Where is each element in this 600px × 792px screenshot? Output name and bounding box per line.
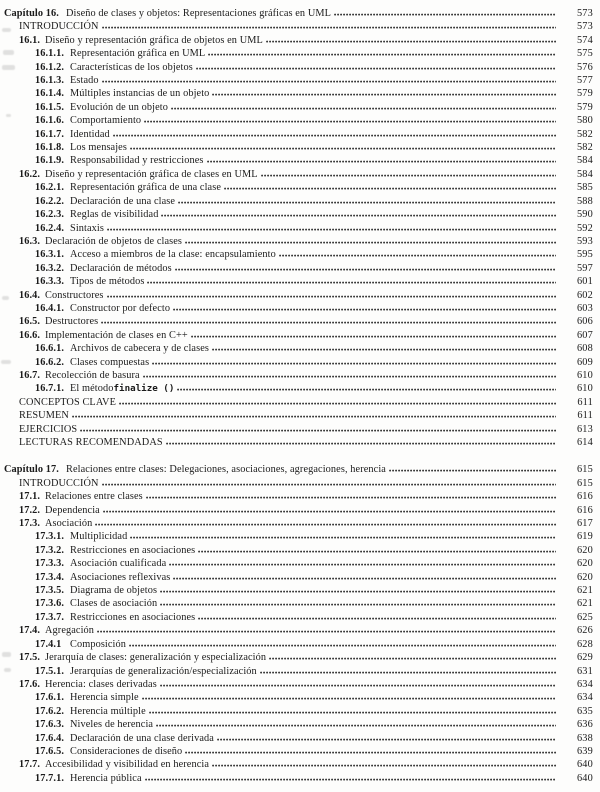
entry-number: Capítulo 17.	[4, 464, 59, 476]
toc-entry-row	[0, 315, 593, 328]
toc-entry-row	[0, 624, 593, 637]
dot-leader	[144, 120, 556, 123]
entry-title: Tipos de métodos	[70, 276, 145, 288]
entry-page-number: 607	[576, 329, 593, 341]
entry-number: 17.3.1.	[35, 531, 65, 543]
entry-page-number: 593	[576, 235, 593, 247]
dot-leader	[260, 671, 556, 674]
entry-title: Estado	[70, 75, 99, 87]
toc-entry-row	[0, 758, 593, 771]
entry-page-number: 608	[576, 343, 593, 355]
toc-entry-row	[0, 154, 593, 167]
entry-page-number: 635	[576, 705, 593, 717]
entry-number: 16.2.	[19, 168, 41, 180]
entry-title: Asociación	[45, 518, 93, 530]
entry-page-number: 615	[576, 464, 593, 476]
entry-title: RESUMEN	[19, 410, 69, 422]
toc-chapter-section	[0, 7, 593, 449]
entry-title: Acceso a miembros de la clase: encapsulamiento	[70, 249, 276, 261]
entry-page-number: 579	[576, 101, 593, 113]
dot-leader	[185, 241, 556, 244]
entry-title: Los mensajes	[70, 142, 127, 154]
dot-leader	[191, 335, 556, 338]
entry-number: 17.3.	[19, 518, 41, 530]
entry-title: Comportamiento	[70, 115, 142, 127]
dot-leader	[171, 107, 556, 110]
dot-leader	[160, 684, 556, 687]
entry-code-text: finalize ()	[113, 383, 175, 395]
entry-title: CONCEPTOS CLAVE	[19, 396, 116, 408]
entry-number: 16.4.	[19, 289, 41, 301]
dot-leader	[224, 187, 556, 190]
dot-leader	[102, 80, 556, 83]
toc-entry-row	[0, 356, 593, 369]
entry-title: Archivos de cabecera y de clases	[70, 343, 209, 355]
entry-number: 17.5.	[19, 652, 41, 664]
entry-number: 17.3.4.	[35, 571, 65, 583]
toc-entry-row	[0, 436, 593, 449]
entry-page-number: 584	[576, 168, 593, 180]
entry-page-number: 588	[576, 195, 593, 207]
dot-leader	[130, 147, 556, 150]
dot-leader	[212, 348, 556, 351]
entry-title: Declaración de una clase	[70, 195, 176, 207]
toc-entry-row	[0, 342, 593, 355]
entry-page-number: 582	[576, 128, 593, 140]
entry-page-number: 620	[576, 571, 593, 583]
entry-title: INTRODUCCIÓN	[19, 477, 99, 489]
dot-leader	[169, 563, 556, 566]
toc-entry-row	[0, 181, 593, 194]
entry-title: Recolección de basura	[45, 369, 140, 381]
entry-number: 16.1.4.	[35, 88, 65, 100]
entry-page-number: 579	[576, 88, 593, 100]
entry-page-number: 636	[576, 719, 593, 731]
entry-title: Jerarquía de clases: generalización y especialización	[45, 652, 267, 664]
toc-entry-row	[0, 651, 593, 664]
toc-entry-row	[0, 34, 593, 47]
entry-number: 17.3.2.	[35, 544, 65, 556]
entry-number: 16.1.2.	[35, 61, 65, 73]
entry-title: Responsabilidad y restricciones	[70, 155, 204, 167]
entry-title: Dependencia	[45, 504, 100, 516]
entry-page-number: 584	[576, 155, 593, 167]
dot-leader	[107, 295, 557, 298]
toc-entry-row	[0, 74, 593, 87]
entry-title: Sintaxis	[70, 222, 104, 234]
toc-entry-row	[0, 101, 593, 114]
entry-title: Relaciones entre clases	[45, 491, 143, 503]
dot-leader	[102, 26, 556, 29]
toc-entry-row	[0, 732, 593, 745]
dot-leader	[107, 228, 556, 231]
entry-number: 16.2.4.	[35, 222, 65, 234]
toc-entry-row	[0, 409, 593, 422]
entry-number: 17.5.1.	[35, 665, 65, 677]
entry-title: Relaciones entre clases: Delegaciones, asociaciones, agregaciones, herencia	[65, 464, 386, 476]
entry-number: Capítulo 16.	[4, 8, 59, 19]
entry-page-number: 631	[576, 665, 593, 677]
dot-leader	[102, 483, 556, 486]
entry-page-number: 616	[576, 504, 593, 516]
entry-page-number: 602	[576, 289, 593, 301]
dot-leader	[152, 362, 556, 365]
entry-title: EJERCICIOS	[19, 423, 78, 435]
toc-entry-row	[0, 208, 593, 221]
dot-leader	[173, 577, 556, 580]
entry-page-number: 580	[576, 115, 593, 127]
dot-leader	[143, 375, 556, 378]
dot-leader	[185, 751, 556, 754]
toc-entry-row	[0, 20, 593, 33]
toc-entry-row	[0, 382, 593, 395]
entry-page-number: 576	[576, 61, 593, 73]
entry-page-number: 620	[576, 558, 593, 570]
entry-number: 17.6.3.	[35, 719, 65, 731]
entry-title: Representación gráfica de una clase	[70, 182, 222, 194]
entry-title: Diagrama de objetos	[70, 585, 158, 597]
toc-entry-row	[0, 275, 593, 288]
entry-page-number: 577	[576, 75, 593, 87]
entry-number: 16.2.3.	[35, 209, 65, 221]
entry-page-number: 573	[576, 8, 593, 19]
entry-title: Representación gráfica en UML	[70, 48, 206, 60]
dot-leader	[129, 644, 556, 647]
entry-title: Asociaciones reflexivas	[70, 571, 171, 583]
entry-page-number: 616	[576, 491, 593, 503]
entry-number: 16.4.1.	[35, 302, 65, 314]
entry-number: 16.7.1.	[35, 383, 65, 395]
entry-title: El método	[70, 383, 114, 395]
entry-number: 16.6.2.	[35, 356, 65, 368]
entry-page-number: 640	[576, 759, 593, 771]
dot-leader	[196, 67, 556, 70]
entry-page-number: 614	[576, 437, 593, 448]
entry-page-number: 617	[576, 518, 593, 530]
dot-leader	[269, 657, 556, 660]
entry-number: 17.1.	[19, 491, 41, 503]
entry-number: 17.2.	[19, 504, 41, 516]
dot-leader	[97, 630, 556, 633]
entry-title: Constructor por defecto	[70, 302, 171, 314]
entry-page-number: 611	[577, 410, 593, 422]
toc-entry-row	[0, 423, 593, 436]
entry-number: 17.7.1.	[35, 772, 65, 784]
entry-page-number: 634	[576, 678, 593, 690]
entry-number: 16.1.3.	[35, 75, 65, 87]
entry-page-number: 573	[576, 21, 593, 33]
toc-entry-row	[0, 691, 593, 704]
toc-entry-row	[0, 128, 593, 141]
entry-page-number: 621	[576, 598, 593, 610]
entry-number: 16.1.9.	[35, 155, 65, 167]
entry-page-number: 574	[576, 34, 593, 46]
entry-number: 17.7.	[19, 759, 41, 771]
entry-page-number: 590	[576, 209, 593, 221]
entry-page-number: 597	[576, 262, 593, 274]
entry-page-number: 640	[576, 772, 593, 784]
entry-title: INTRODUCCIÓN	[19, 21, 99, 33]
entry-page-number: 628	[576, 638, 593, 650]
dot-leader	[173, 308, 556, 311]
entry-title: Herencia simple	[70, 692, 139, 704]
entry-title: Implementación de clases en C++	[45, 329, 188, 341]
toc-entry-row	[0, 611, 593, 624]
toc-entry-row	[0, 584, 593, 597]
entry-number: 16.7.	[19, 369, 41, 381]
entry-title: Declaración de métodos	[70, 262, 172, 274]
dot-leader	[130, 536, 556, 539]
toc-entry-row	[0, 517, 593, 530]
entry-number: 17.3.3.	[35, 558, 65, 570]
toc-entry-row	[0, 222, 593, 235]
entry-page-number: 620	[576, 544, 593, 556]
toc-chapter-row	[0, 463, 593, 476]
entry-title: Diseño y representación gráfica de objetos en UML	[45, 34, 263, 46]
toc-entry-row	[0, 235, 593, 248]
entry-number: 17.6.	[19, 678, 41, 690]
entry-title: Identidad	[70, 128, 110, 140]
entry-number: 17.6.4.	[35, 732, 65, 744]
dot-leader	[147, 281, 556, 284]
toc-entry-row	[0, 262, 593, 275]
entry-title: Asociación cualificada	[70, 558, 167, 570]
toc-entry-row	[0, 544, 593, 557]
entry-number: 17.3.7.	[35, 611, 65, 623]
entry-page-number: 638	[576, 732, 593, 744]
entry-title: Múltiples instancias de un objeto	[70, 88, 210, 100]
dot-leader	[95, 523, 556, 526]
dot-leader	[279, 254, 556, 257]
entry-title: Destructores	[45, 316, 99, 328]
dot-leader	[101, 321, 556, 324]
toc-entry-row	[0, 530, 593, 543]
dot-leader	[212, 764, 556, 767]
dot-leader	[177, 388, 556, 391]
dot-leader	[119, 402, 556, 405]
dot-leader	[146, 496, 556, 499]
entry-title: Declaración de objetos de clases	[45, 235, 182, 247]
toc-entry-row	[0, 477, 593, 490]
entry-page-number: 639	[576, 745, 593, 757]
entry-number: 16.3.1.	[35, 249, 65, 261]
entry-page-number: 619	[576, 531, 593, 543]
entry-number: 16.3.	[19, 235, 41, 247]
toc-entry-row	[0, 369, 593, 382]
toc-entry-row	[0, 490, 593, 503]
entry-title: Reglas de visibilidad	[70, 209, 159, 221]
entry-number: 16.5.	[19, 316, 41, 328]
dot-leader	[266, 40, 556, 43]
toc-entry-row	[0, 302, 593, 315]
dot-leader	[149, 711, 556, 714]
dot-leader	[80, 429, 556, 432]
dot-leader	[389, 469, 556, 472]
entry-title: Restricciones en asociaciones	[70, 544, 196, 556]
dot-leader	[156, 724, 556, 727]
toc-chapter-row	[0, 7, 593, 20]
entry-title: Clases compuestas	[70, 356, 150, 368]
entry-page-number: 634	[576, 692, 593, 704]
entry-title: Composición	[70, 638, 127, 650]
entry-number: 16.1.5.	[35, 101, 65, 113]
dot-leader	[212, 93, 556, 96]
dot-leader	[207, 160, 557, 163]
entry-title: Herencia pública	[70, 772, 142, 784]
entry-page-number: 585	[576, 182, 593, 194]
entry-page-number: 575	[576, 48, 593, 60]
toc-entry-row	[0, 396, 593, 409]
dot-leader	[160, 603, 556, 606]
entry-title: Declaración de una clase derivada	[70, 732, 214, 744]
entry-number: 16.1.8.	[35, 142, 65, 154]
toc-entry-row	[0, 745, 593, 758]
entry-number: 16.6.	[19, 329, 41, 341]
entry-title: LECTURAS RECOMENDADAS	[19, 437, 163, 448]
entry-page-number: 629	[576, 652, 593, 664]
entry-title: Jerarquías de generalización/especialización	[70, 665, 257, 677]
entry-title: Evolución de un objeto	[70, 101, 168, 113]
entry-title: Herencia: clases derivadas	[45, 678, 157, 690]
dot-leader	[334, 13, 556, 16]
toc-entry-row	[0, 678, 593, 691]
dot-leader	[160, 590, 556, 593]
dot-leader	[72, 415, 556, 418]
entry-title: Diseño de clases y objetos: Representaciones gráficas en UML	[65, 8, 332, 19]
entry-page-number: 606	[576, 316, 593, 328]
entry-number: 17.4.1	[35, 638, 62, 650]
entry-number: 16.1.7.	[35, 128, 65, 140]
entry-number: 17.3.5.	[35, 585, 65, 597]
entry-number: 17.6.5.	[35, 745, 65, 757]
entry-title: Restricciones en asociaciones	[70, 611, 196, 623]
entry-number: 16.3.3.	[35, 276, 65, 288]
entry-number: 17.6.2.	[35, 705, 65, 717]
table-of-contents	[0, 7, 600, 785]
entry-page-number: 625	[576, 611, 593, 623]
entry-number: 16.2.1.	[35, 182, 65, 194]
dot-leader	[208, 53, 556, 56]
entry-page-number: 615	[576, 477, 593, 489]
entry-page-number: 603	[576, 302, 593, 314]
toc-entry-row	[0, 195, 593, 208]
entry-number: 17.6.1.	[35, 692, 65, 704]
toc-entry-row	[0, 638, 593, 651]
entry-title: Diseño y representación gráfica de clases en UML	[45, 168, 258, 180]
toc-entry-row	[0, 597, 593, 610]
toc-entry-row	[0, 557, 593, 570]
entry-title: Accesibilidad y visibilidad en herencia	[45, 759, 210, 771]
entry-title: Consideraciones de diseño	[70, 745, 183, 757]
entry-title: Herencia múltiple	[70, 705, 146, 717]
entry-title: Constructores	[45, 289, 104, 301]
dot-leader	[166, 442, 556, 445]
dot-leader	[198, 617, 556, 620]
entry-number: 17.4.	[19, 625, 41, 637]
dot-leader	[217, 738, 556, 741]
entry-page-number: 601	[576, 276, 593, 288]
entry-page-number: 592	[576, 222, 593, 234]
dot-leader	[175, 268, 556, 271]
dot-leader	[161, 214, 556, 217]
toc-chapter-section	[0, 463, 593, 785]
dot-leader	[178, 201, 556, 204]
entry-number: 17.3.6.	[35, 598, 65, 610]
entry-page-number: 610	[576, 369, 593, 381]
entry-title: Características de los objetos	[70, 61, 193, 73]
toc-entry-row	[0, 772, 593, 785]
dot-leader	[261, 174, 556, 177]
entry-title: Agregación	[45, 625, 95, 637]
dot-leader	[142, 697, 556, 700]
toc-entry-row	[0, 665, 593, 678]
entry-page-number: 609	[576, 356, 593, 368]
toc-entry-row	[0, 87, 593, 100]
toc-entry-row	[0, 248, 593, 261]
entry-number: 16.3.2.	[35, 262, 65, 274]
entry-page-number: 613	[576, 423, 593, 435]
entry-title: Clases de asociación	[70, 598, 158, 610]
toc-entry-row	[0, 718, 593, 731]
toc-entry-row	[0, 705, 593, 718]
toc-entry-row	[0, 504, 593, 517]
dot-leader	[145, 778, 556, 781]
entry-page-number: 626	[576, 625, 593, 637]
toc-entry-row	[0, 329, 593, 342]
dot-leader	[113, 134, 556, 137]
entry-number: 16.2.2.	[35, 195, 65, 207]
entry-page-number: 595	[576, 249, 593, 261]
toc-entry-row	[0, 141, 593, 154]
toc-entry-row	[0, 571, 593, 584]
entry-number: 16.1.	[19, 34, 41, 46]
toc-entry-row	[0, 289, 593, 302]
toc-entry-row	[0, 47, 593, 60]
entry-title: Multiplicidad	[70, 531, 128, 543]
toc-entry-row	[0, 114, 593, 127]
toc-entry-row	[0, 61, 593, 74]
entry-number: 16.1.6.	[35, 115, 65, 127]
entry-page-number: 621	[576, 585, 593, 597]
entry-page-number: 582	[576, 142, 593, 154]
dot-leader	[103, 510, 556, 513]
entry-page-number: 610	[576, 383, 593, 395]
entry-page-number: 611	[577, 396, 593, 408]
entry-title: Niveles de herencia	[70, 719, 154, 731]
dot-leader	[198, 550, 556, 553]
toc-entry-row	[0, 168, 593, 181]
entry-number: 16.1.1.	[35, 48, 65, 60]
entry-number: 16.6.1.	[35, 343, 65, 355]
